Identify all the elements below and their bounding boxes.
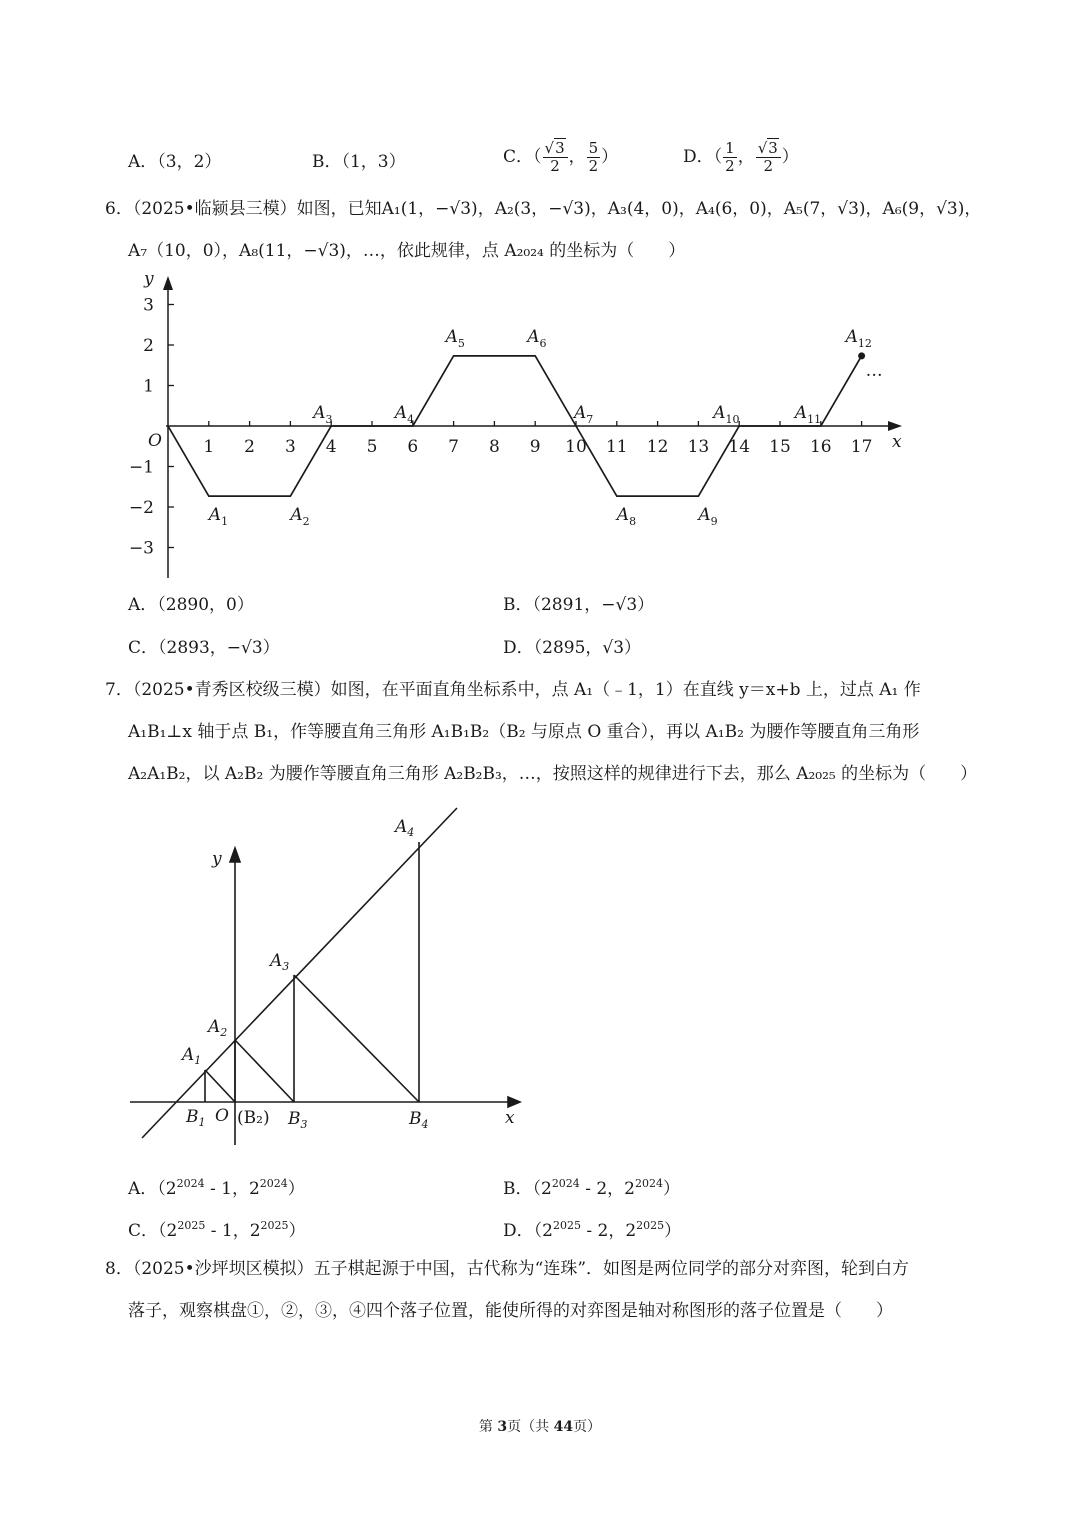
q7-y-arrow xyxy=(230,848,240,862)
q6-y-tick-label: −1 xyxy=(128,457,154,478)
q6-point-label-a1: $A_1$ xyxy=(208,505,229,529)
q6-y-tick-label: 3 xyxy=(143,295,154,316)
q6-x-tick-label: 17 xyxy=(850,437,873,457)
q5-option-d[interactable] xyxy=(683,140,799,175)
q6-x-tick-label: 13 xyxy=(687,437,710,457)
q7-option-a[interactable]: A．（$2^{2024} - 1$，$2^{2024}$） xyxy=(128,1177,305,1199)
q7-label-y: y xyxy=(212,849,222,869)
q6-x-tick-label: 2 xyxy=(244,437,256,457)
q6-number: 6． xyxy=(105,199,133,219)
q7-stem-line2: A₁B₁⊥x 轴于点 B₁，作等腰直角三角形 A₁B₁B₂（B₂ 与原点 O 重合），再以 A₁B₂ 为腰作等腰直角三角形 xyxy=(128,722,920,742)
q7-label-b3: $B_3$ xyxy=(288,1109,308,1131)
q7-label-a1: $A_1$ xyxy=(182,1045,202,1067)
q7-seg-a3b4 xyxy=(294,975,419,1102)
q7-number: 7． xyxy=(105,680,133,700)
q6-point-label-a12: $A_{12}$ xyxy=(845,326,872,350)
q5-option-a[interactable]: A．（3，2） xyxy=(128,152,222,172)
q6-y-arrow xyxy=(163,276,173,290)
q6-option-d[interactable]: D．（2895，√3） xyxy=(503,638,642,658)
q7-label-b4: $B_4$ xyxy=(409,1109,429,1131)
q6-y-tick-label: −2 xyxy=(128,498,154,518)
q7-label-a3: $A_3$ xyxy=(270,951,290,973)
q7-label-b2: (B₂) xyxy=(237,1108,270,1128)
q6-ellipsis: … xyxy=(865,360,883,381)
q5-d-sep: ， xyxy=(737,147,755,167)
q6-x-arrow xyxy=(888,421,902,431)
q6-a12-dot xyxy=(858,352,865,359)
q7-geometry-figure xyxy=(120,800,540,1160)
q8-number: 8． xyxy=(105,1259,133,1279)
q7-source: （2025•青秀区校级三模） xyxy=(132,680,331,700)
q7-option-c[interactable]: C．（$2^{2025} - 1$，$2^{2025}$） xyxy=(128,1219,306,1241)
q5-d-suffix: ） xyxy=(781,147,799,167)
q6-x-tick-label: 3 xyxy=(284,437,296,457)
q6-stem-line1 xyxy=(105,197,981,221)
q6-x-tick-label: 12 xyxy=(646,437,669,457)
q6-x-tick-label: 8 xyxy=(488,437,500,457)
q6-point-label-a3: $A_3$ xyxy=(313,403,333,426)
q6-x-tick-label: 11 xyxy=(605,437,628,457)
q6-x-tick-label: 1 xyxy=(203,437,215,457)
q5-c-sep: ， xyxy=(568,147,586,167)
q6-x-tick-label: 4 xyxy=(325,437,337,457)
q6-y-tick-label: −3 xyxy=(128,538,154,559)
q6-x-tick-label: 14 xyxy=(728,437,751,457)
q6-x-tick-label: 15 xyxy=(769,437,791,457)
q6-point-label-a4: $A_4$ xyxy=(394,403,415,426)
q6-stem-line2: A₇（10，0），A₈(11，−√3)，…，依此规律，点 A₂₀₂₄ 的坐标为（ ） xyxy=(128,241,686,261)
q8-source: （2025•沙坪坝区模拟） xyxy=(132,1259,314,1279)
q7-label-o: O xyxy=(215,1106,229,1126)
q6-x-tick-label: 10 xyxy=(565,437,587,457)
q6-point-label-a8: $A_8$ xyxy=(616,505,637,529)
q5-c-suffix: ） xyxy=(601,147,619,167)
q6-point-label-a9: $A_9$ xyxy=(698,505,718,529)
q6-y-tick-label: 2 xyxy=(143,336,154,356)
q5-c-frac1: $\frac{√3}{2}$ xyxy=(543,140,568,175)
q6-point-label-a11: $A_{11}$ xyxy=(794,403,822,426)
q7-seg-a1b2 xyxy=(205,1070,235,1102)
q6-text1: 如图，已知A₁(1，−√3)，A₂(3，−√3)，A₃(4，0)，A₄(6，0)，A₅(7，√3)，A₆(9，√3)， xyxy=(296,199,982,219)
q6-option-a[interactable]: A．（2890，0） xyxy=(128,595,254,615)
q6-origin-label: O xyxy=(148,431,162,451)
q8-stem-line2: 落子，观察棋盘①，②，③，④四个落子位置，能使所得的对弈图是轴对称图形的落子位置是（ ） xyxy=(128,1301,893,1321)
q7-seg-a2b3 xyxy=(235,1040,294,1102)
q6-x-tick-label: 16 xyxy=(809,437,832,457)
q6-source: （2025•临颍县三模） xyxy=(132,199,297,219)
q7-label-b1: $B_1$ xyxy=(186,1107,206,1129)
q7-label-a4: $A_4$ xyxy=(395,817,415,839)
q5-c-frac2: $\frac{5}{2}$ xyxy=(588,139,599,175)
q6-x-tick-label: 7 xyxy=(448,437,460,457)
page-number: 3 xyxy=(497,1419,508,1435)
q6-point-label-a2: $A_2$ xyxy=(290,505,310,529)
q6-option-c[interactable]: C．（2893，−√3） xyxy=(128,638,280,658)
q5-c-prefix: C．（ xyxy=(503,147,542,167)
q6-x-tick-label: 6 xyxy=(407,437,419,457)
page-total: 44 xyxy=(553,1419,574,1435)
q6-x-label: x xyxy=(892,432,902,452)
q8-stem-line1 xyxy=(105,1257,909,1281)
q6-point-label-a10: $A_{10}$ xyxy=(713,403,740,426)
q6-x-tick-label: 9 xyxy=(529,437,541,457)
q6-point-label-a6: $A_6$ xyxy=(527,326,547,350)
q5-d-frac2: $\frac{√3}{2}$ xyxy=(756,140,781,175)
q7-stem-line1 xyxy=(105,678,921,702)
q6-x-tick-label: 5 xyxy=(366,437,378,457)
q6-point-label-a7: $A_7$ xyxy=(574,403,594,426)
q7-label-a2: $A_2$ xyxy=(208,1017,228,1039)
q6-y-tick-label: 1 xyxy=(143,376,154,397)
page-footer: 第 3页（共 44页） xyxy=(478,1419,602,1435)
q7-option-b[interactable]: B．（$2^{2024} - 2$，$2^{2024}$） xyxy=(503,1177,680,1199)
q5-d-prefix: D．（ xyxy=(683,147,723,167)
q5-option-b[interactable]: B．（1，3） xyxy=(312,152,406,172)
q5-d-frac1: $\frac{1}{2}$ xyxy=(725,139,735,175)
q8-text1: 五子棋起源于中国，古代称为“连珠”．如图是两位同学的部分对弈图，轮到白方 xyxy=(313,1259,910,1279)
q6-point-label-a5: $A_5$ xyxy=(445,326,465,350)
q7-x-arrow xyxy=(508,1097,520,1107)
q7-label-x: x xyxy=(505,1108,515,1128)
q6-coordinate-figure xyxy=(110,268,910,588)
q7-stem-line3: A₂A₁B₂，以 A₂B₂ 为腰作等腰直角三角形 A₂B₂B₃，…，按照这样的规律进行下去，那么 A₂₀₂₅ 的坐标为（ ） xyxy=(128,764,978,784)
q6-option-b[interactable]: B．（2891，−√3） xyxy=(503,595,655,615)
q7-option-d[interactable]: D．（$2^{2025} - 2$，$2^{2025}$） xyxy=(503,1219,682,1241)
q5-option-c[interactable] xyxy=(503,140,618,175)
q7-diagonal-line xyxy=(142,808,457,1138)
q7-text1: 如图，在平面直角坐标系中，点 A₁（﹣1，1）在直线 y＝x+b 上，过点 A₁ 作 xyxy=(330,680,921,700)
q6-y-label: y xyxy=(144,269,154,289)
